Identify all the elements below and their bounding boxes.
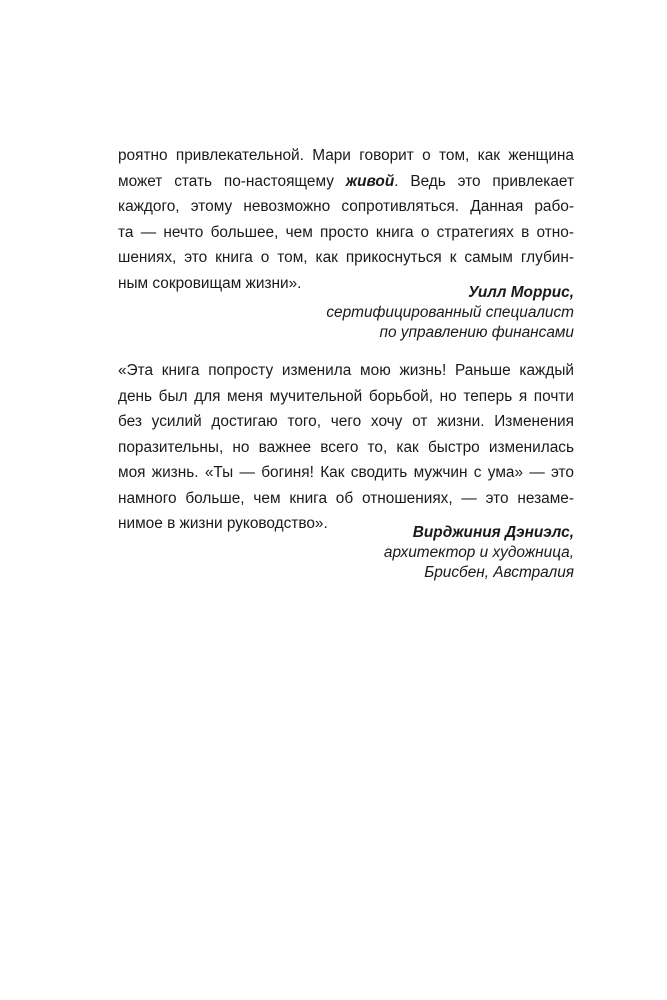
quote-text: . Ведь это привлекает — [394, 172, 575, 190]
author-role: по управлению финансами — [379, 324, 574, 341]
quote-line: «Эта книга попросту изменила мою жизнь! Раньше каждый — [118, 362, 574, 379]
quote-line — [118, 169, 574, 195]
author-name-text: Уилл Моррис — [468, 284, 570, 301]
emphasized-word: живой — [345, 172, 395, 190]
quote-line: моя жизнь. «Ты — богиня! Как сводить мужчин с ума» — это — [118, 464, 574, 481]
author-name-text: Вирджиния Дэниэлс — [412, 524, 570, 541]
quote-line: без усилий достигаю того, чего хочу от жизни. Изменения — [118, 413, 574, 430]
author-name — [384, 523, 574, 543]
testimonial-attribution-1 — [326, 283, 574, 343]
quote-line: каждого, этому невозможно сопротивляться. Данная рабо- — [118, 198, 574, 215]
author-role: архитектор и художница, — [383, 544, 574, 561]
testimonial-attribution-2 — [384, 523, 574, 583]
author-name — [326, 283, 574, 303]
quote-line: нимое в жизни руководство». — [118, 515, 328, 532]
quote-line: та — нечто большее, чем просто книга о стратегиях в отно- — [118, 223, 574, 241]
quote-text: может стать по-настоящему — [118, 172, 346, 190]
testimonial-quote-1 — [118, 143, 574, 296]
quote-line: день был для меня мучительной борьбой, но теперь я почти — [118, 387, 574, 405]
quote-line: ным сокровищам жизни». — [118, 274, 302, 292]
quote-line: поразительны, но важнее всего то, как быстро изменилась — [118, 438, 574, 456]
author-name-comma: , — [569, 524, 574, 541]
author-role: Брисбен, Австралия — [424, 564, 574, 581]
author-name-comma: , — [569, 284, 574, 301]
quote-line: шениях, это книга о том, как прикоснуться к самым глубин- — [118, 249, 574, 266]
author-role: сертифицированный специалист — [326, 304, 574, 321]
quote-line: намного больше, чем книга об отношениях, — это незаме- — [118, 489, 574, 507]
testimonial-quote-2 — [118, 358, 574, 537]
quote-line: роятно привлекательной. Мари говорит о том, как женщина — [118, 147, 574, 164]
